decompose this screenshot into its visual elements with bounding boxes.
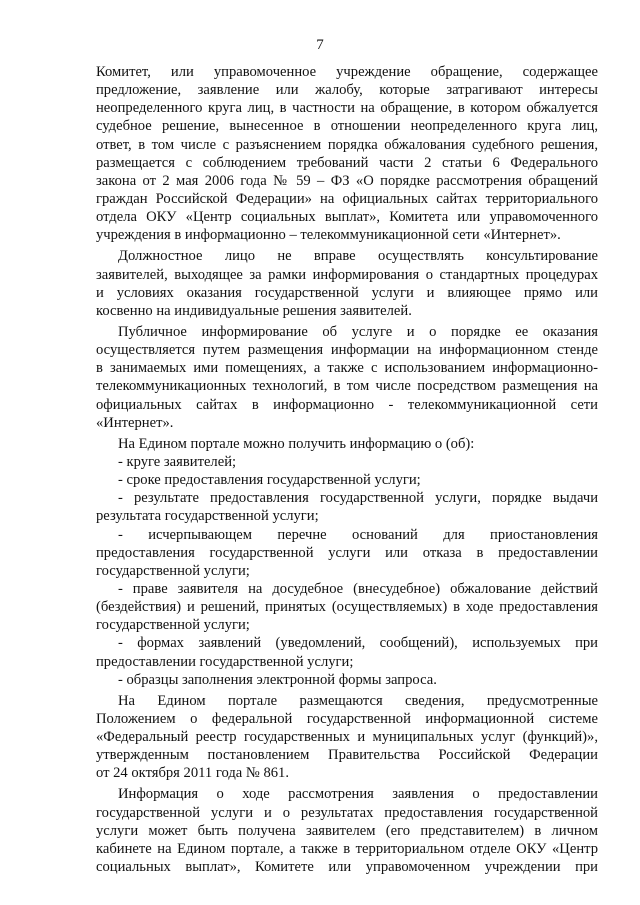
document-body	[96, 63, 598, 876]
text-line: в занимаемых ими помещениях, а также с использованием информационно-	[96, 360, 598, 377]
text-line: неопределенного круга лиц, в частности на обращение, в котором обжалуется	[96, 100, 598, 117]
text-line: «Интернет».	[96, 414, 174, 431]
text-line: - формах заявлений (уведомлений, сообщений), используемых при	[118, 635, 598, 652]
text-line: осуществляется путем размещения информации на информационном стенде	[96, 342, 598, 359]
text-line: от 24 октября 2011 года № 861.	[96, 765, 290, 782]
text-line: ответ, в том числе с разъяснением порядка обжалования судебного решения,	[96, 136, 598, 153]
text-line: «Федеральный реестр государственных и муниципальных услуг (функций)»,	[96, 729, 598, 746]
text-line: государственной услуги и о результатах предоставления государственной	[96, 804, 598, 821]
text-line: закона от 2 мая 2006 года № 59 – ФЗ «О порядке рассмотрения обращений	[96, 172, 598, 189]
text-line: предоставления государственной услуги или отказа в предоставлении	[96, 544, 598, 561]
text-line: - круге заявителей;	[118, 453, 237, 470]
paragraph-p6	[96, 785, 598, 876]
page-number: 7	[316, 37, 324, 53]
text-line: услуги может быть получена заявителем (его представителем) в личном	[96, 822, 598, 839]
paragraph-p2	[96, 247, 598, 320]
paragraph-p3	[96, 323, 598, 432]
text-line: социальных выплат», Комитете или управомоченном учреждении при	[96, 859, 598, 876]
text-line: отдела ОКУ «Центр социальных выплат», Комитета или управомоченного	[96, 209, 598, 226]
text-line: Информация о ходе рассмотрения заявления о предоставлении	[118, 786, 598, 803]
text-line: заявителей, выходящее за рамки информирования о стандартных процедурах	[96, 266, 598, 283]
paragraph-p1	[96, 63, 598, 244]
text-line: Публичное информирование об услуге и о порядке ее оказания	[118, 323, 598, 340]
text-line: На Едином портале можно получить информацию о (об):	[118, 435, 475, 452]
text-line: Положением о федеральной государственной информационной системе	[96, 710, 598, 727]
text-line: результата государственной услуги;	[96, 508, 319, 525]
text-line: косвенно на индивидуальные решения заявителей.	[96, 302, 412, 319]
text-line: - образцы заполнения электронной формы запроса.	[118, 671, 437, 688]
text-line: Комитет, или управомоченное учреждение обращение, содержащее	[96, 64, 598, 80]
paragraph-p5	[96, 692, 598, 783]
text-line: предложение, заявление или жалобу, которые затрагивают интересы	[96, 82, 598, 99]
text-line: государственной услуги;	[96, 617, 250, 634]
text-line: Должностное лицо не вправе осуществлять консультирование	[118, 248, 598, 265]
text-line: - праве заявителя на досудебное (внесудебное) обжалование действий	[118, 580, 598, 597]
text-line: (бездействия) и решений, принятых (осуществляемых) в ходе предоставления	[96, 599, 598, 616]
text-line: граждан Российской Федерации» на официальных сайтах территориального	[96, 190, 598, 207]
paragraph-p4	[96, 435, 598, 689]
text-line: и условиях оказания государственной услуги и влияющее прямо или	[96, 284, 598, 301]
text-line: кабинете на Едином портале, а также в территориальном отделе ОКУ «Центр	[96, 840, 598, 857]
text-line: На Едином портале размещаются сведения, предусмотренные	[118, 692, 598, 709]
text-line: - сроке предоставления государственной услуги;	[118, 472, 421, 489]
text-line: государственной услуги;	[96, 562, 250, 579]
text-line: - результате предоставления государственной услуги, порядке выдачи	[118, 490, 598, 507]
text-line: официальных сайтах в информационно - телекоммуникационной сети	[96, 396, 598, 413]
text-line: судебное решение, вынесенное в отношении неопределенного круга лиц,	[96, 118, 598, 135]
text-line: предоставлении государственной услуги;	[96, 653, 354, 670]
text-line: телекоммуникационных технологий, в том числе посредством размещения на	[96, 378, 598, 395]
text-line: - исчерпывающем перечне оснований для приостановления	[118, 526, 598, 543]
text-line: утвержденным постановлением Правительства Российской Федерации	[96, 747, 598, 764]
text-line: учреждения в информационно – телекоммуникационной сети «Интернет».	[96, 227, 561, 244]
text-line: размещается с соблюдением требований части 2 статьи 6 Федерального	[96, 154, 598, 171]
